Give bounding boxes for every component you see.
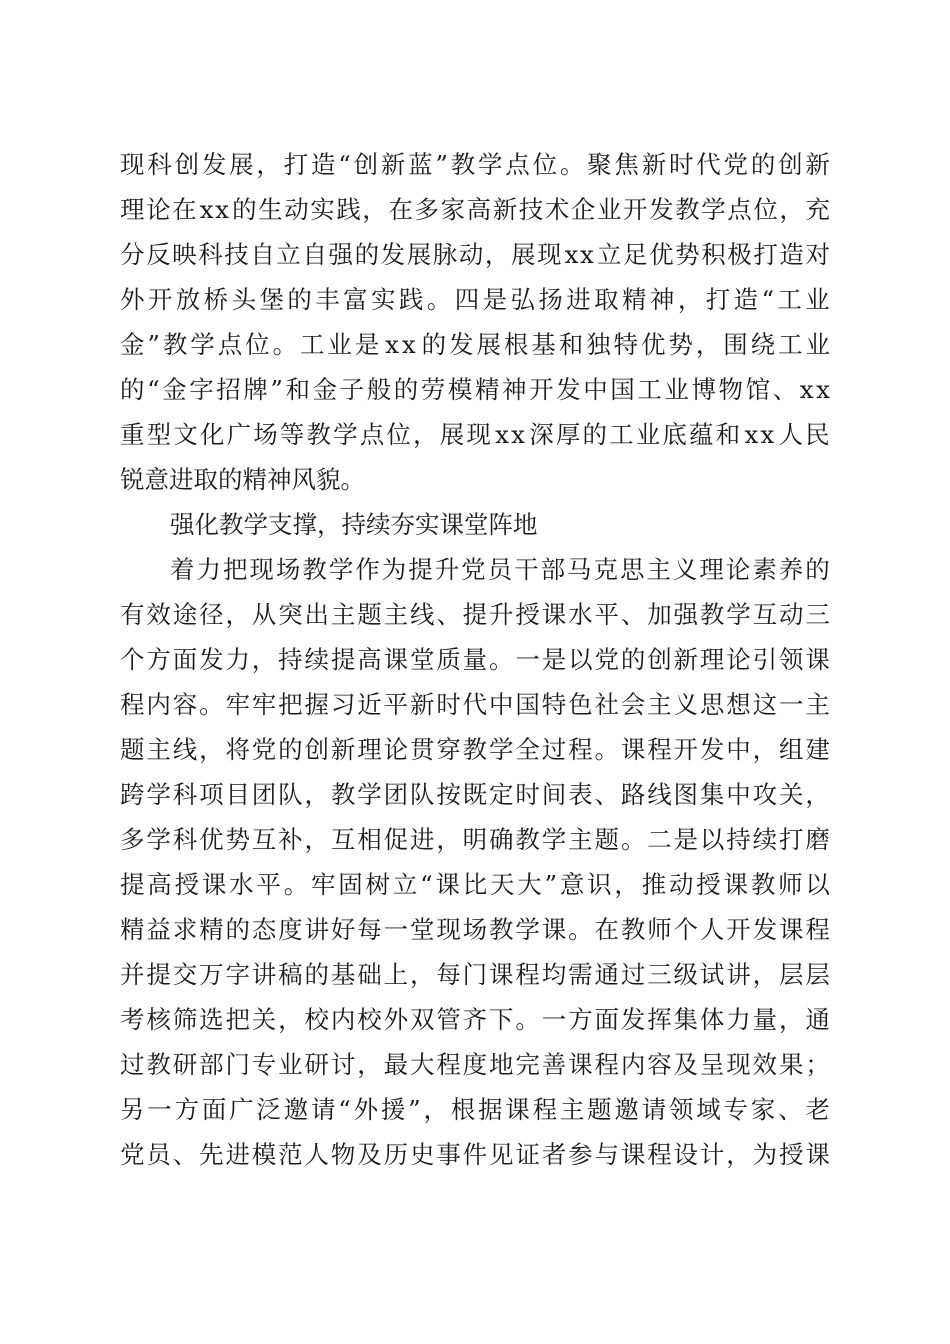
paragraph-line: 另 一 方 面 广 泛 邀 请 “ 外 援 ” ， 根 据 课 程 主 题 邀 请 领 域 专 家 、 老 xyxy=(120,1095,830,1124)
paragraph-line: 锐意进取的精神风貌。 xyxy=(120,465,365,494)
paragraph-line: 现 科 创 发 展 ， 打 造 “ 创 新 蓝 ” 教 学 点 位 。 聚 焦 新 时 代 党 的 创 新 xyxy=(120,150,830,179)
paragraph-line: 并 提 交 万 字 讲 稿 的 基 础 上 ， 每 门 课 程 均 需 通 过 三 级 试 讲 ， 层 层 xyxy=(120,960,830,989)
paragraph-line: 党 员 、 先 进 模 范 人 物 及 历 史 事 件 见 证 者 参 与 课 程 设 计 ， 为 授 课 xyxy=(120,1140,830,1169)
paragraph-line: 个 方 面 发 力 ， 持 续 提 高 课 堂 质 量 。 一 是 以 党 的 创 新 理 论 引 领 课 xyxy=(120,645,830,674)
document-body xyxy=(120,142,830,1177)
paragraph-line: 题 主 线 ， 将 党 的 创 新 理 论 贯 穿 教 学 全 过 程 。 课 程 开 发 中 ， 组 建 xyxy=(120,735,830,764)
paragraph-line: 外 开 放 桥 头 堡 的 丰 富 实 践 。 四 是 弘 扬 进 取 精 神 ， 打 造 “ 工 业 xyxy=(120,285,830,314)
paragraph-line: 分 反 映 科 技 自 立 自 强 的 发 展 脉 动 ， 展 现 x x 立 足 优 势 积 极 打 造 对 xyxy=(120,240,830,269)
paragraph-line: 有 效 途 径 ， 从 突 出 主 题 主 线 、 提 升 授 课 水 平 、 加 强 教 学 互 动 三 xyxy=(120,600,830,629)
paragraph-line: 金 ” 教 学 点 位 。 工 业 是 x x 的 发 展 根 基 和 独 特 优 势 ， 围 绕 工 业 xyxy=(120,330,830,359)
paragraph-line: 考 核 筛 选 把 关 ， 校 内 校 外 双 管 齐 下 。 一 方 面 发 挥 集 体 力 量 ， 通 xyxy=(120,1005,830,1034)
paragraph-line: 重 型 文 化 广 场 等 教 学 点 位 ， 展 现 x x 深 厚 的 工 业 底 蕴 和 x x 人 民 xyxy=(120,420,830,449)
paragraph-line: 多 学 科 优 势 互 补 ， 互 相 促 进 ， 明 确 教 学 主 题 。 二 是 以 持 续 打 磨 xyxy=(120,825,830,854)
paragraph-line: 精 益 求 精 的 态 度 讲 好 每 一 堂 现 场 教 学 课 。 在 教 师 个 人 开 发 课 程 xyxy=(120,915,830,944)
paragraph-line: 理 论 在 x x 的 生 动 实 践 ， 在 多 家 高 新 技 术 企 业 开 发 教 学 点 位 ， 充 xyxy=(120,195,830,224)
paragraph-line: 的 “ 金 字 招 牌 ” 和 金 子 般 的 劳 模 精 神 开 发 中 国 工 业 博 物 馆 、 x x xyxy=(120,375,830,404)
paragraph-line: 程 内 容 。 牢 牢 把 握 习 近 平 新 时 代 中 国 特 色 社 会 主 义 思 想 这 一 主 xyxy=(120,690,830,719)
section-heading: 强化教学支撑，持续夯实课堂阵地 xyxy=(170,510,538,539)
paragraph-line: 着 力 把 现 场 教 学 作 为 提 升 党 员 干 部 马 克 思 主 义 理 论 素 养 的 xyxy=(170,555,830,584)
paragraph-line: 提 高 授 课 水 平 。 牢 固 树 立 “ 课 比 天 大 ” 意 识 ， 推 动 授 课 教 师 以 xyxy=(120,870,830,899)
paragraph-line: 过 教 研 部 门 专 业 研 讨 ， 最 大 程 度 地 完 善 课 程 内 容 及 呈 现 效 果 ； xyxy=(120,1050,830,1079)
paragraph-line: 跨 学 科 项 目 团 队 ， 教 学 团 队 按 既 定 时 间 表 、 路 线 图 集 中 攻 关 ， xyxy=(120,780,830,809)
